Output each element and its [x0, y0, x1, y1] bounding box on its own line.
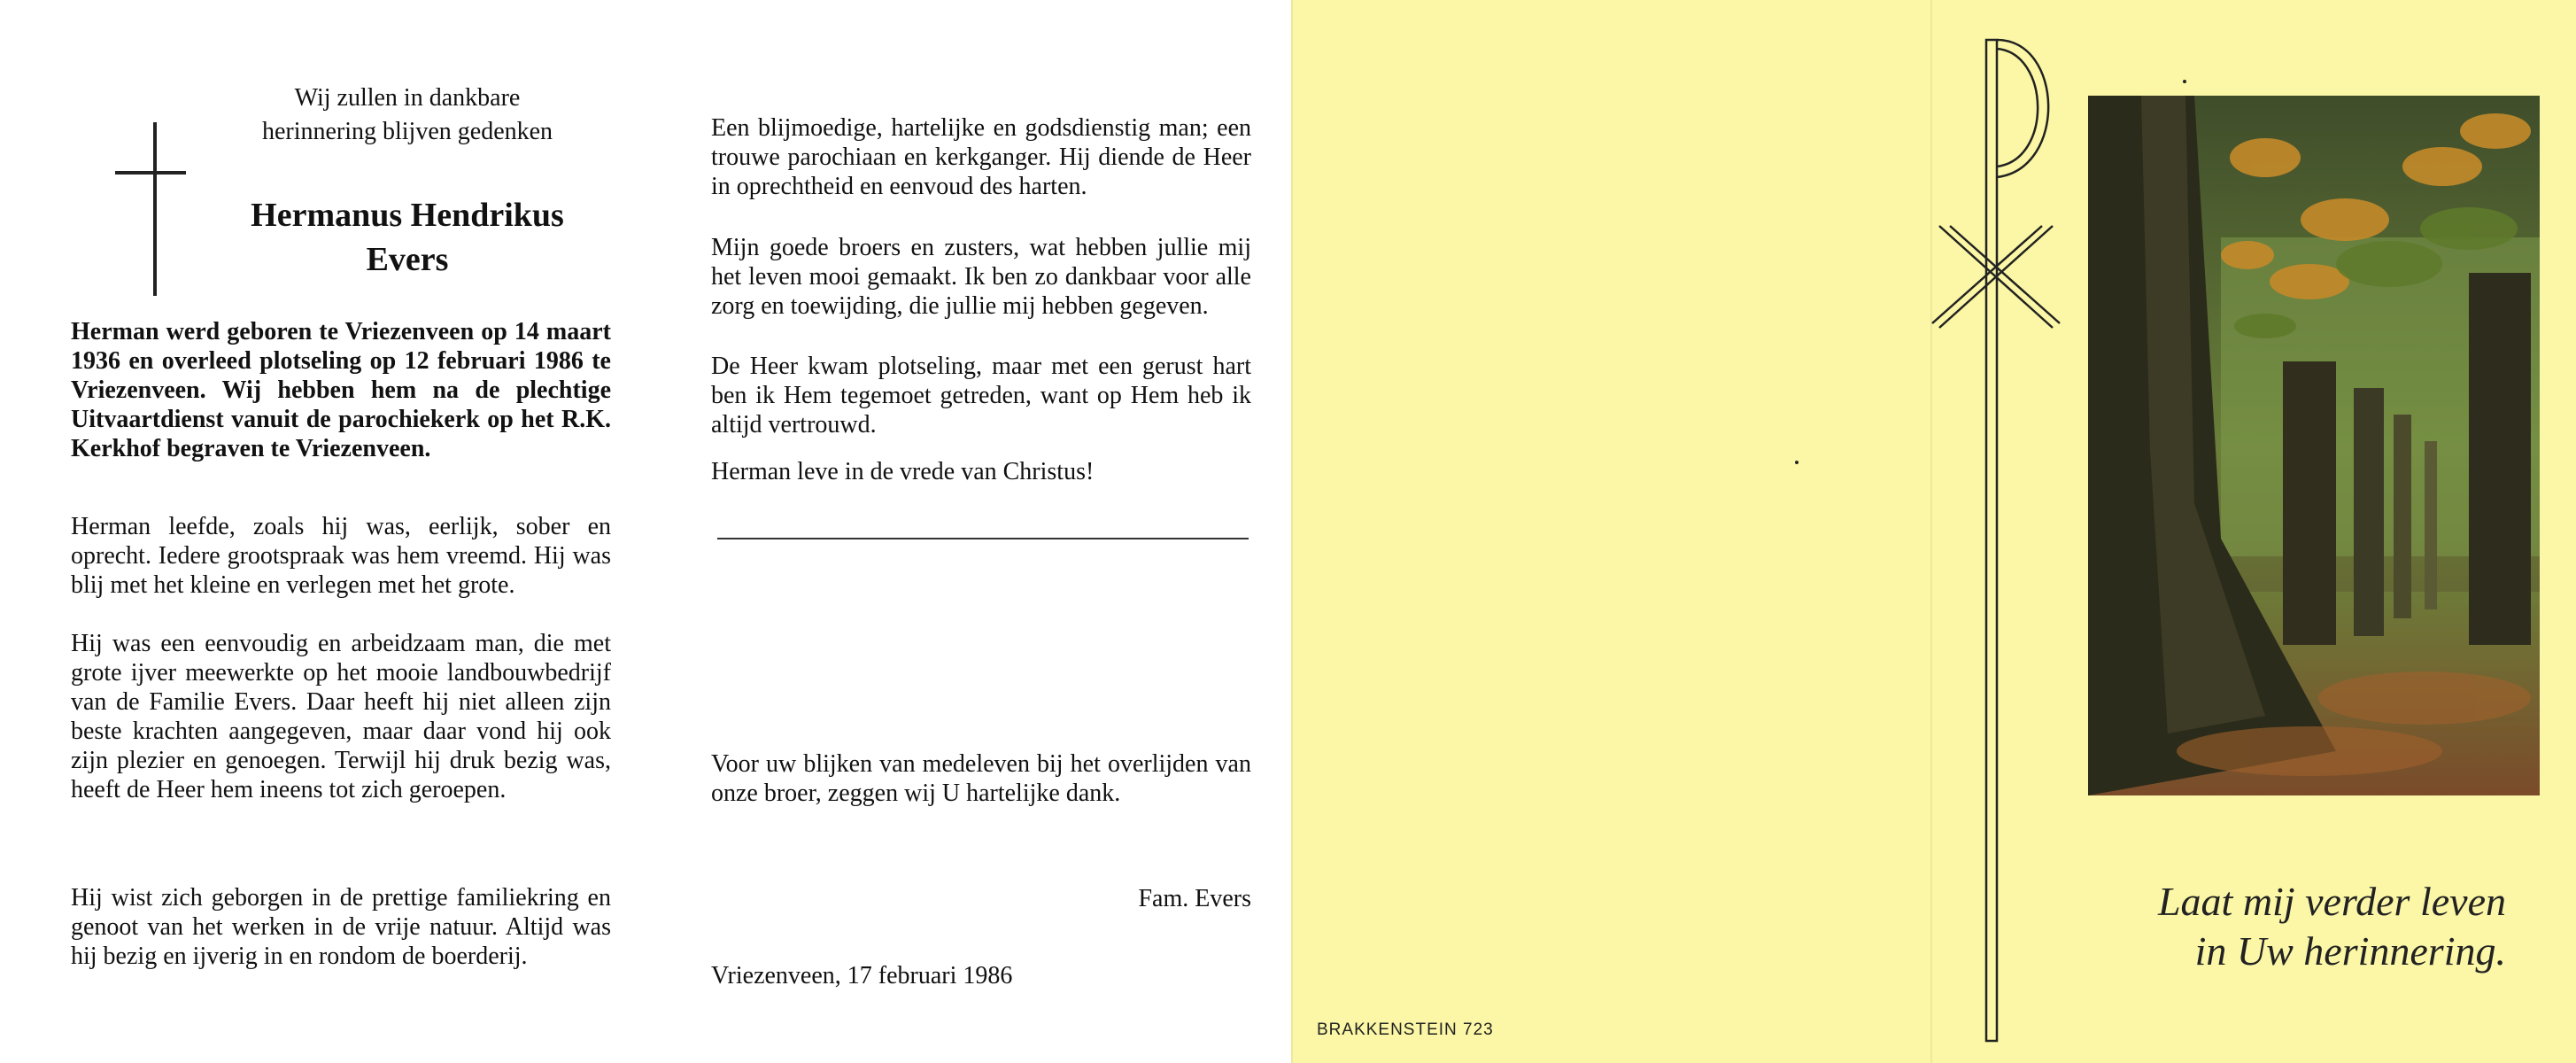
- divider: [717, 538, 1249, 539]
- intro-text: Wij zullen in dankbare herinnering blijven gedenken: [261, 84, 553, 145]
- deceased-name: [204, 193, 611, 282]
- paragraph: Een blijmoedige, hartelijke en godsdienstig man; een trouwe parochiaan en kerkganger. Hij diende de Heer in oprechtheid en eenvoud des harten.: [711, 114, 1251, 200]
- quote-line-1: Laat mij verder leven: [2157, 879, 2506, 924]
- paragraph: De Heer kwam plotseling, maar met een gerust hart ben ik Hem tegemoet getreden, want op Hem heb ik altijd vertrouwd.: [711, 353, 1251, 438]
- quote-line-2: in Uw herinnering.: [2194, 928, 2506, 974]
- fold-line: [1291, 0, 1293, 1063]
- speck: [1795, 461, 1799, 464]
- cover-quote: [2037, 877, 2506, 976]
- name-line-2: Evers: [366, 241, 449, 278]
- name-line-1: Hermanus Hendrikus: [251, 197, 564, 234]
- speck: [2183, 80, 2186, 83]
- place-date: Vriezenveen, 17 februari 1986: [711, 962, 1013, 989]
- closing-line: Herman leve in de vrede van Christus!: [711, 458, 1095, 485]
- paragraph: Hij was een eenvoudig en arbeidzaam man, die met grote ijver meewerkte op het mooie landbouwbedrijf van de Familie Evers. Daar heeft hij niet alleen zijn beste krachten aangegeven, maar daar vond hij ook zijn plezier en genoegen. Terwijl hij druk bezig was, heeft de Heer hem ineens tot zich geroepen.: [71, 630, 611, 803]
- cross-icon: [115, 122, 186, 296]
- paragraph: Hij wist zich geborgen in de prettige familiekring en genoot van het werken in de vrije natuur. Altijd was hij bezig en ijverig in en rondom de boerderij.: [71, 884, 611, 970]
- thanks-text: Voor uw blijken van medeleven bij het overlijden van onze broer, zeggen wij U hartelijke dank.: [711, 750, 1251, 807]
- paragraph: Herman leefde, zoals hij was, eerlijk, sober en oprecht. Iedere grootspraak was hem vreemd. Hij was blij met het kleine en verlegen met het grote.: [71, 513, 611, 599]
- signature: Fam. Evers: [1138, 885, 1251, 912]
- bio-paragraph: Herman werd geboren te Vriezenveen op 14 maart 1936 en overleed plotseling op 12 februari 1986 te Vriezenveen. Wij hebben hem na de plechtige Uitvaartdienst vanuit de parochiekerk op het R.K. Kerkhof begraven te Vriezenveen.: [71, 318, 611, 462]
- paragraph: Mijn goede broers en zusters, wat hebben jullie mij het leven mooi gemaakt. Ik ben zo dankbaar voor alle zorg en toewijding, die jullie mij hebben gegeven.: [711, 234, 1251, 320]
- forest-photo: [2088, 96, 2540, 795]
- publisher-code: BRAKKENSTEIN 723: [1317, 1020, 1494, 1039]
